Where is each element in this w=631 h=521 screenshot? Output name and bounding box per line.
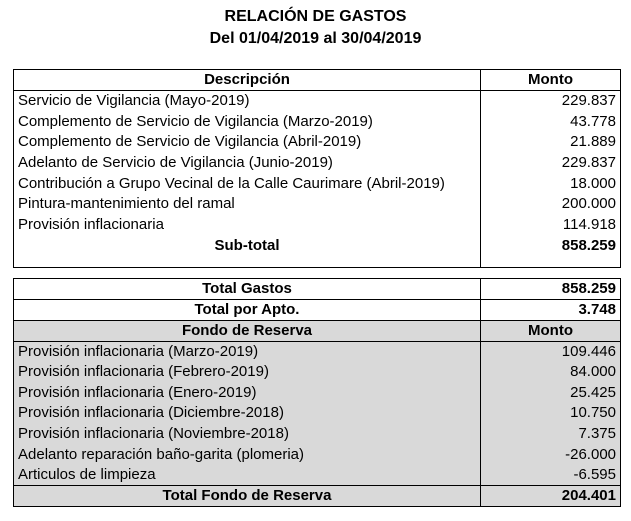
row-monto: -6.595 [481,465,621,486]
table-row [14,444,621,465]
table-row [14,153,621,174]
row-descripcion: Contribución a Grupo Vecinal de la Calle Caurimare (Abril-2019) [14,173,481,194]
row-descripcion: Provisión inflacionaria (Diciembre-2018) [14,403,481,424]
total-por-apto-label: Total por Apto. [14,299,481,320]
gastos-header-row [14,70,621,91]
report-title-block [0,6,631,50]
total-fondo-reserva-label: Total Fondo de Reserva [14,486,481,507]
table-row [14,132,621,153]
row-descripcion: Provisión inflacionaria (Febrero-2019) [14,362,481,383]
row-monto: -26.000 [481,444,621,465]
row-monto: 21.889 [481,132,621,153]
row-descripcion: Complemento de Servicio de Vigilancia (Abril-2019) [14,132,481,153]
subtotal-monto: 858.259 [481,235,621,256]
row-descripcion: Provisión inflacionaria (Noviembre-2018) [14,424,481,445]
header-descripcion: Descripción [14,70,481,91]
table-row [14,403,621,424]
total-fondo-reserva-monto: 204.401 [481,486,621,507]
spacer-row [14,267,621,278]
table-row [14,215,621,236]
row-descripcion: Servicio de Vigilancia (Mayo-2019) [14,91,481,112]
table-row [14,341,621,362]
row-monto: 200.000 [481,194,621,215]
subtotal-label: Sub-total [14,235,481,256]
table-row [14,91,621,112]
row-monto: 109.446 [481,341,621,362]
total-gastos-monto: 858.259 [481,278,621,299]
fondo-reserva-header-row [14,320,621,341]
table-row [14,173,621,194]
row-descripcion: Pintura-mantenimiento del ramal [14,194,481,215]
row-descripcion: Complemento de Servicio de Vigilancia (Marzo-2019) [14,111,481,132]
report-title: RELACIÓN DE GASTOS [224,8,407,25]
total-gastos-label: Total Gastos [14,278,481,299]
header-monto: Monto [481,70,621,91]
row-monto: 114.918 [481,215,621,236]
row-monto: 84.000 [481,362,621,383]
expenses-table [13,69,621,507]
row-monto: 229.837 [481,91,621,112]
row-descripcion: Provisión inflacionaria [14,215,481,236]
total-gastos-row [14,278,621,299]
table-row [14,465,621,486]
total-por-apto-row [14,299,621,320]
row-monto: 10.750 [481,403,621,424]
table-row [14,194,621,215]
row-monto: 43.778 [481,111,621,132]
row-descripcion: Provisión inflacionaria (Marzo-2019) [14,341,481,362]
row-monto: 18.000 [481,173,621,194]
row-descripcion: Adelanto reparación baño-garita (plomeria) [14,444,481,465]
header-monto: Monto [481,320,621,341]
table-row [14,424,621,445]
row-descripcion: Adelanto de Servicio de Vigilancia (Junio-2019) [14,153,481,174]
header-fondo-reserva: Fondo de Reserva [14,320,481,341]
row-descripcion: Provisión inflacionaria (Enero-2019) [14,382,481,403]
row-monto: 229.837 [481,153,621,174]
row-descripcion: Articulos de limpieza [14,465,481,486]
row-monto: 7.375 [481,424,621,445]
total-fondo-reserva-row [14,486,621,507]
spacer-row [14,256,621,267]
table-row [14,111,621,132]
report-period: Del 01/04/2019 al 30/04/2019 [209,30,422,47]
subtotal-row [14,235,621,256]
table-row [14,382,621,403]
table-row [14,362,621,383]
total-por-apto-monto: 3.748 [481,299,621,320]
row-monto: 25.425 [481,382,621,403]
